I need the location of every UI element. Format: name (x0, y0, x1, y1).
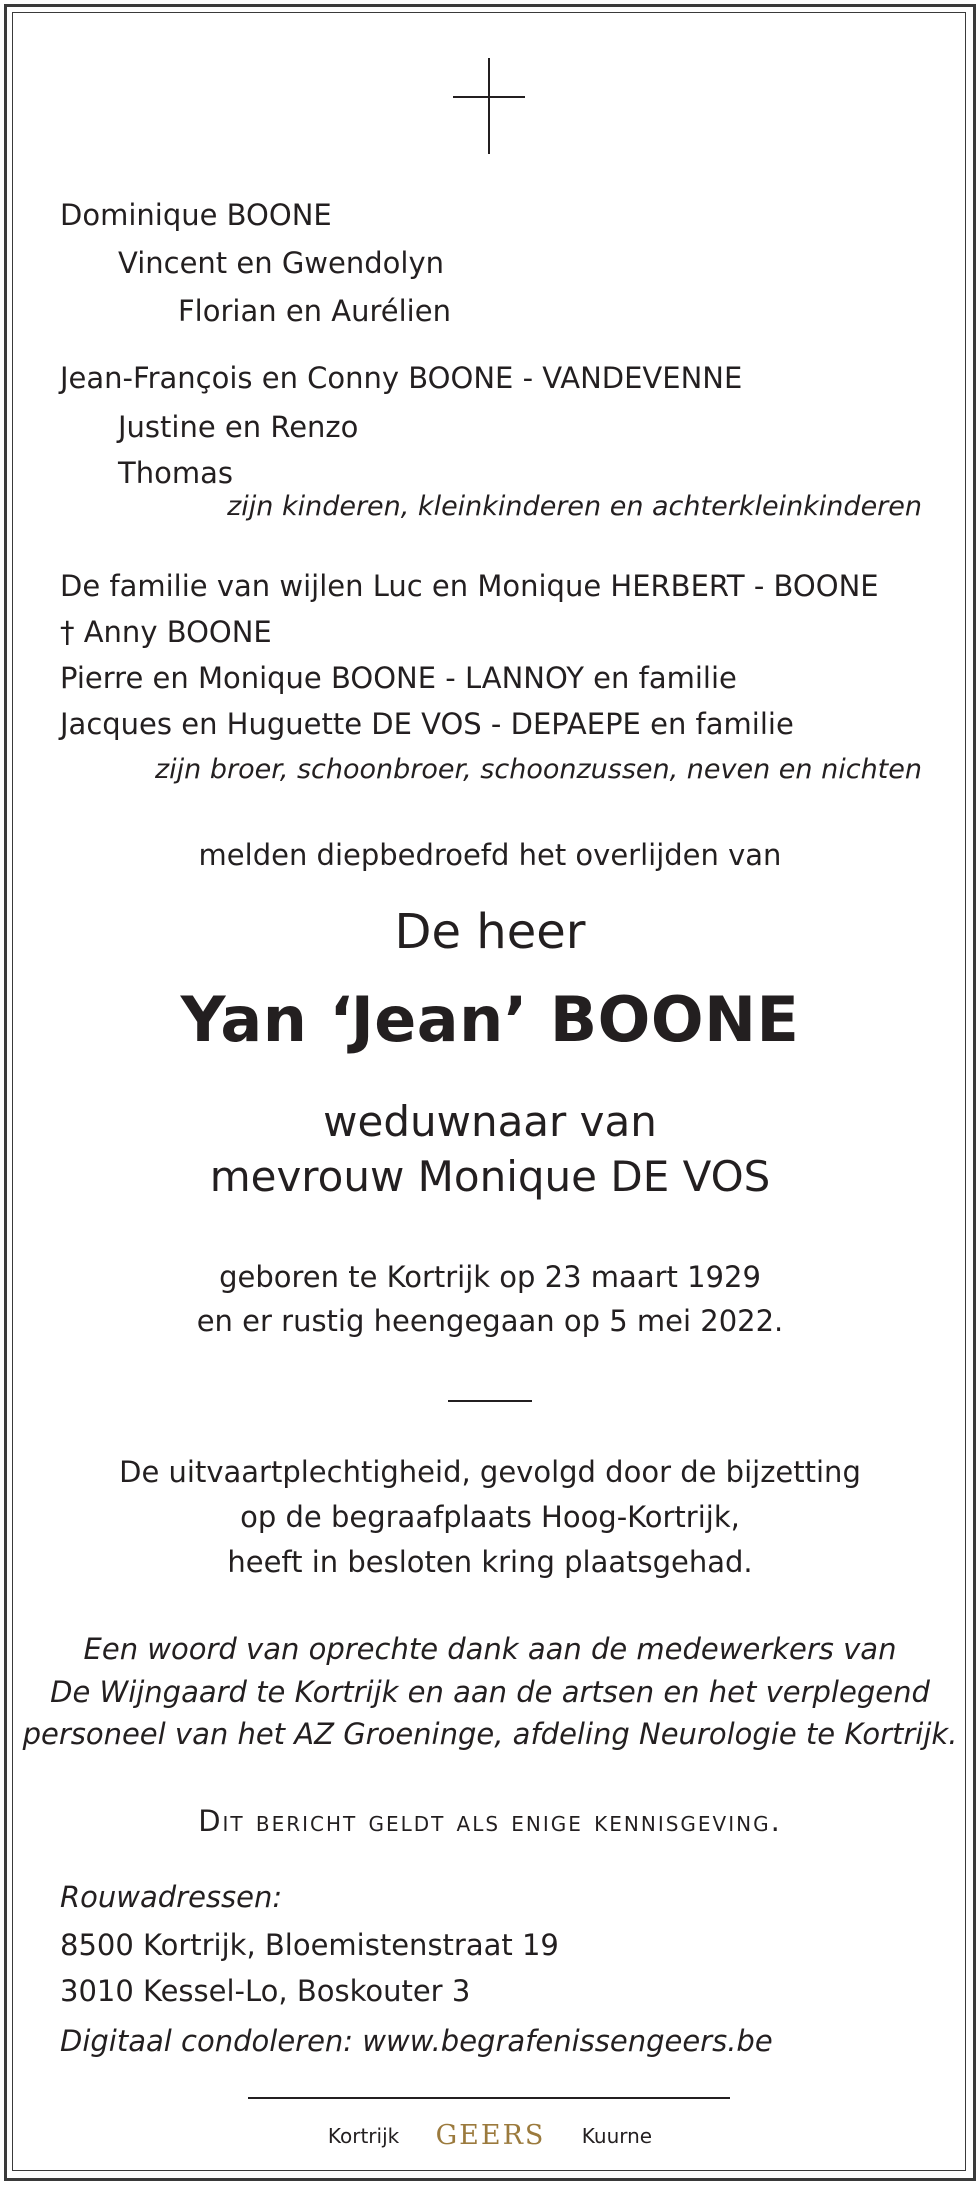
thanks-line-3: personeel van het AZ Groeninge, afdeling Neurologie te Kortrijk. (22, 1717, 958, 1751)
family-line-9: Pierre en Monique BOONE - LANNOY en familie (60, 661, 737, 695)
family-line-3: Florian en Aurélien (178, 294, 451, 328)
funeral-line-2: op de begraafplaats Hoog-Kortrijk, (240, 1500, 740, 1534)
family-line-6: Thomas (118, 456, 233, 490)
footer-right: Kuurne (581, 2123, 653, 2148)
footer-left: Kortrijk (327, 2123, 400, 2148)
family-line-7: De familie van wijlen Luc en Monique HERBERT - BOONE (60, 569, 879, 603)
condolence-link[interactable]: Digitaal condoleren: www.begrafenissengeers.be (60, 2024, 773, 2058)
family-line-2: Vincent en Gwendolyn (118, 246, 444, 280)
geers-logo: GEERS (435, 2120, 546, 2151)
address-1: 8500 Kortrijk, Bloemistenstraat 19 (60, 1928, 559, 1962)
relation-children: zijn kinderen, kleinkinderen en achterkleinkinderen (227, 491, 922, 522)
family-line-1: Dominique BOONE (60, 198, 332, 232)
footer (0, 2120, 980, 2151)
funeral-line-1: De uitvaartplechtigheid, gevolgd door de bijzetting (119, 1455, 861, 1489)
relation-siblings: zijn broer, schoonbroer, schoonzussen, neven en nichten (154, 754, 922, 785)
thanks-line-1: Een woord van oprechte dank aan de medewerkers van (83, 1632, 897, 1666)
thanks-line-2: De Wijngaard te Kortrijk en aan de artsen en het verplegend (50, 1675, 930, 1709)
family-line-5: Justine en Renzo (118, 410, 359, 444)
family-line-10: Jacques en Huguette DE VOS - DEPAEPE en familie (60, 707, 794, 741)
widow-line-2: mevrouw Monique DE VOS (209, 1152, 771, 1201)
family-line-4: Jean-François en Conny BOONE - VANDEVENNE (60, 361, 743, 395)
widow-line-1: weduwnaar van (323, 1097, 657, 1146)
deceased-title: De heer (394, 904, 586, 960)
notice: Dit bericht geldt als enige kennisgeving. (198, 1804, 782, 1838)
address-2: 3010 Kessel-Lo, Boskouter 3 (60, 1974, 471, 2008)
deceased-name: Yan ‘Jean’ BOONE (180, 983, 800, 1056)
divider-short (448, 1400, 532, 1402)
birth-line: geboren te Kortrijk op 23 maart 1929 (219, 1260, 761, 1294)
funeral-line-3: heeft in besloten kring plaatsgehad. (227, 1545, 753, 1579)
family-line-8: † Anny BOONE (60, 615, 272, 649)
inner-border (12, 12, 966, 2171)
divider-long (248, 2097, 730, 2099)
addresses-heading: Rouwadressen: (60, 1880, 283, 1914)
death-line: en er rustig heengegaan op 5 mei 2022. (196, 1304, 784, 1338)
announcement: melden diepbedroefd het overlijden van (198, 838, 782, 872)
